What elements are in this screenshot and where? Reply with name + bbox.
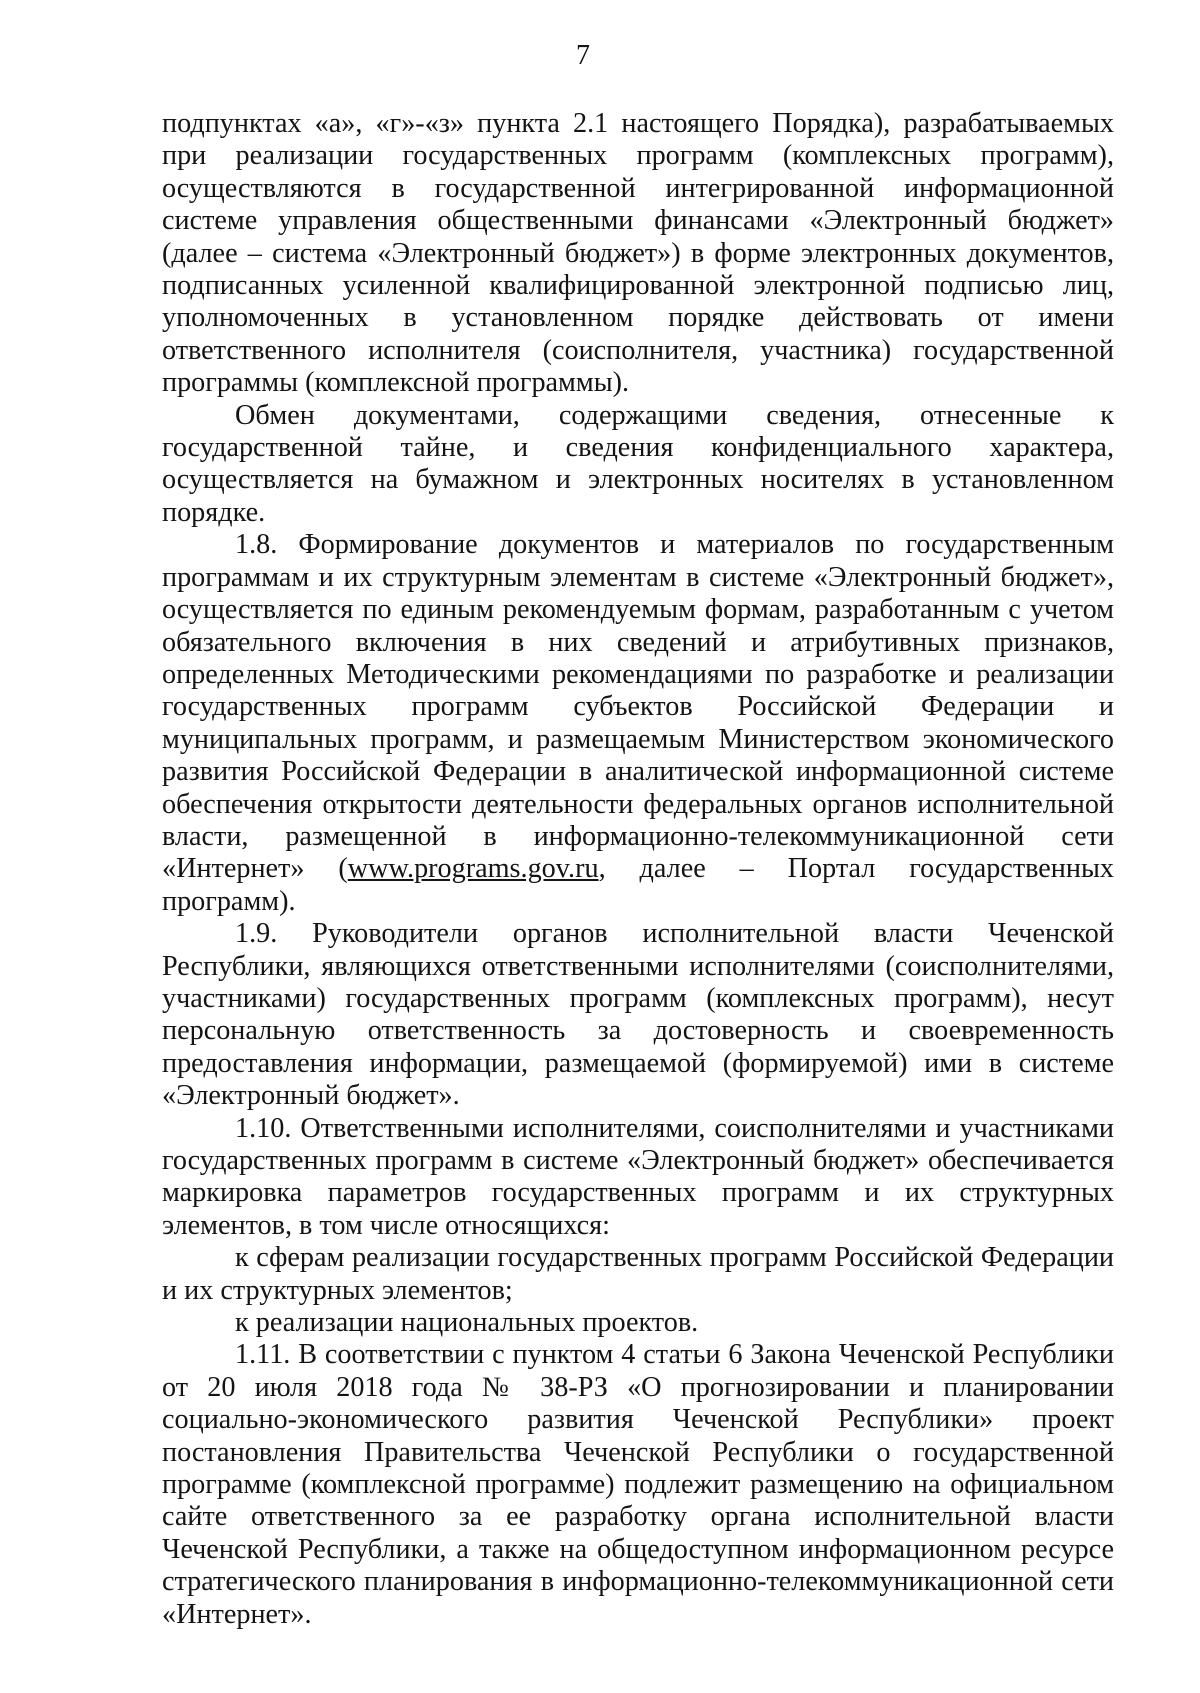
list-item-national-projects: к реализации национальных проектов. (235, 1307, 699, 1339)
paragraph-1-8-text: 1.8. Формирование документов и материалов по государственным программам и их структурным элементам в системе «Электронный бюджет», осуществляется по единым рекомендуемым формам, разработанным с учетом обязательного включения в них сведений и атрибутивных признаков, определенных Методическими рекомендациями по разработке и реализации государственных программ субъектов Российской Федерации и муниципальных программ, и размещаемым Министерством экономического развития Российской Федерации в аналитической информационной системе обеспечения открытости деятельности федеральных органов исполнительной власти, размещенной в информационно-телекоммуникационной сети «Интернет» ( (162, 529, 1114, 885)
list-item-spheres: к сферам реализации государственных программ Российской Федерации и их структурных элементов; (162, 1242, 1114, 1306)
paragraph-1-11: 1.11. В соответствии с пунктом 4 статьи 6 Закона Чеченской Республики от 20 июля 2018 года № 38-РЗ «О прогнозировании и планировании социально-экономического развития Чеченской Республики» проект постановления Правительства Чеченской Республики о государственной программе (комплексной программе) подлежит размещению на официальном сайте ответственного за ее разработку органа исполнительной власти Чеченской Республики, а также на общедоступном информационном ресурсе стратегического планирования в информационно-телекоммуникационной сети «Интернет». (162, 1339, 1114, 1630)
paragraph-1-10: 1.10. Ответственными исполнителями, соисполнителями и участниками государственных программ в системе «Электронный бюджет» обеспечивается маркировка параметров государственных программ и их структурных элементов, в том числе относящихся: (162, 1112, 1114, 1241)
paragraph-1-8 (162, 529, 1114, 918)
paragraph-continuation: подпунктах «а», «г»-«з» пункта 2.1 настоящего Порядка), разрабатываемых при реализации государственных программ (комплексных программ), осуществляются в государственной интегрированной информационной системе управления общественными финансами «Электронный бюджет» (далее – система «Электронный бюджет») в форме электронных документов, подписанных усиленной квалифицированной электронной подписью лиц, уполномоченных в установленном порядке действовать от имени ответственного исполнителя (соисполнителя, участника) государственной программы (комплексной программы). (162, 108, 1114, 399)
paragraph-1-8-text-end: , далее – Портал государственных программ). (162, 853, 1114, 917)
document-body (162, 108, 1114, 1631)
page-number: 7 (576, 40, 590, 71)
programs-portal-link[interactable]: www.programs.gov.ru (347, 853, 599, 885)
paragraph-document-exchange: Обмен документами, содержащими сведения, отнесенные к государственной тайне, и сведения конфиденциального характера, осуществляется на бумажном и электронных носителях в установленном порядке. (162, 399, 1114, 528)
paragraph-1-9: 1.9. Руководители органов исполнительной власти Чеченской Республики, являющихся ответственными исполнителями (соисполнителями, участниками) государственных программ (комплексных программ), несут персональную ответственность за достоверность и своевременность предоставления информации, размещаемой (формируемой) ими в системе «Электронный бюджет». (162, 918, 1114, 1112)
